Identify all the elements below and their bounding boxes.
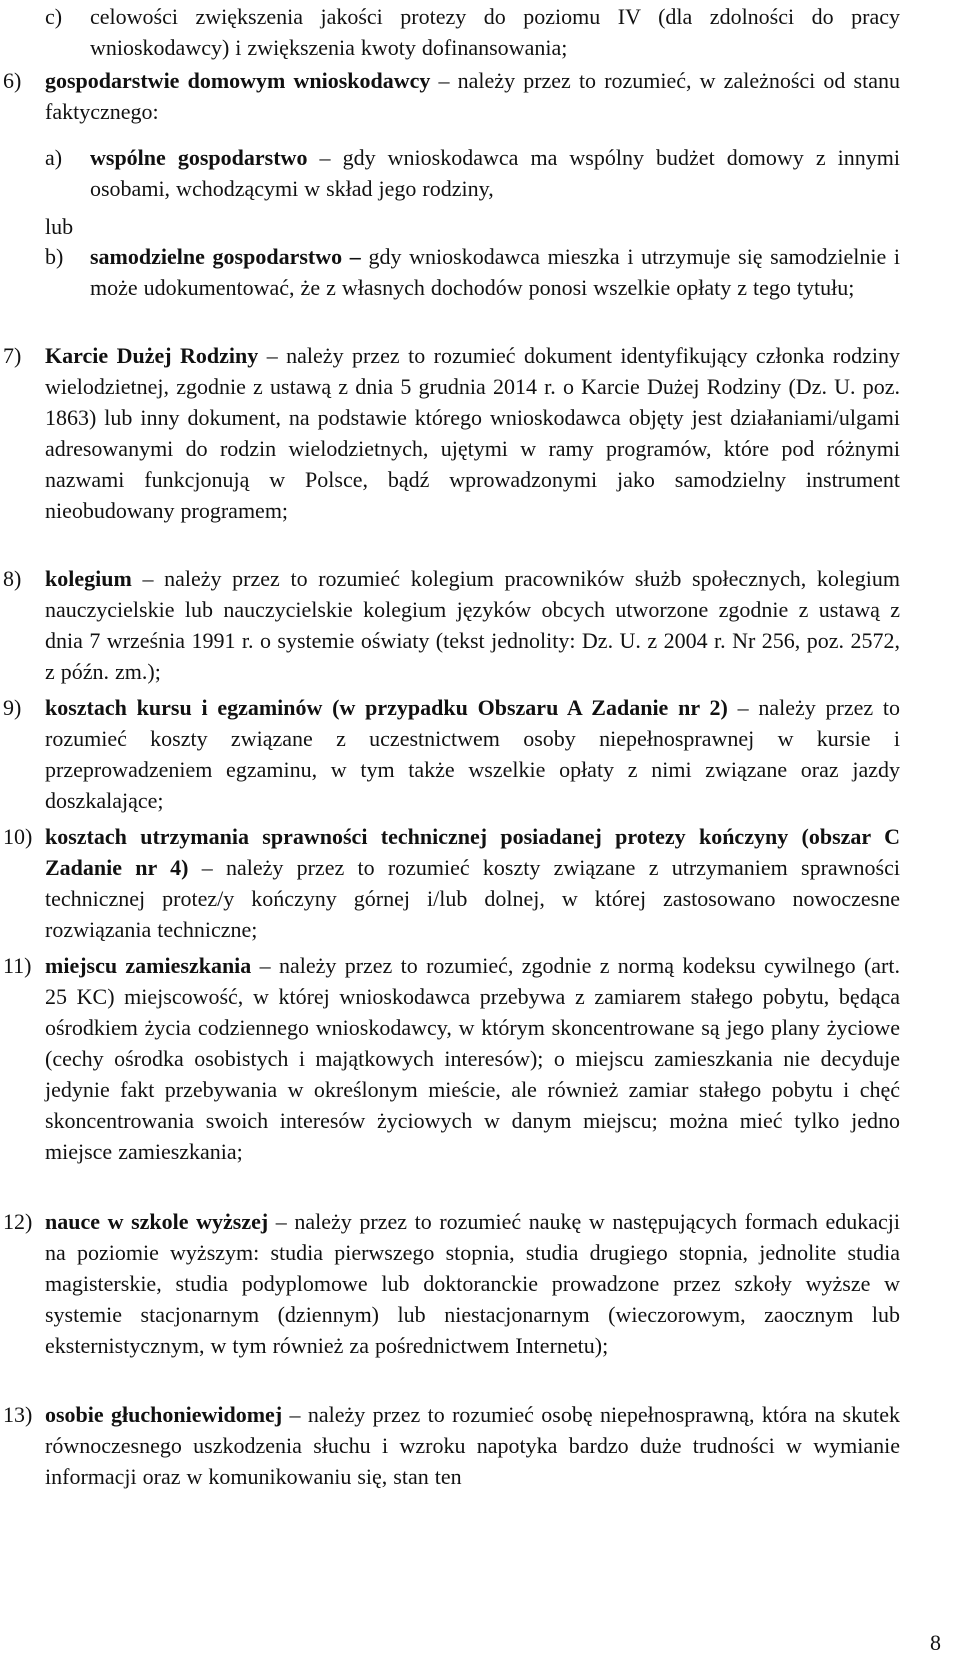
page-number: 8 — [930, 1630, 941, 1655]
item-term: kolegium — [45, 566, 132, 591]
item-term: nauce w szkole wyższej — [45, 1209, 269, 1234]
item-definition: – należy przez to rozumieć, zgodnie z normą kodeksu cywilnego (art. 25 KC) miejscowość, w której wnioskodawca przebywa z zamiarem stałego pobytu, będąca ośrodkiem życia codziennego wnioskodawcy, w którym skoncentrowane są jego plany życiowe (cechy ośrodka osobistych i majątkowych interesów); o miejscu zamieszkania nie decyduje jedynie fakt przebywania w określonym mieście, ale również zamiar stałego pobytu i chęć skoncentrowania swoich interesów życiowych w danym miejscu; można mieć tylko jedno miejsce zamieszkania; — [45, 953, 900, 1164]
item-term: osobie głuchoniewidomej — [45, 1402, 283, 1427]
connector-text: lub — [45, 214, 74, 239]
item-text — [45, 692, 900, 816]
item-marker: 7) — [3, 343, 22, 368]
item-definition: – należy przez to rozumieć, w zależności od stanu faktycznego: — [45, 68, 900, 124]
item-text — [90, 241, 900, 303]
item-term: samodzielne gospodarstwo – — [90, 244, 361, 269]
item-marker: a) — [45, 145, 63, 170]
item-definition: – należy przez to rozumieć dokument identyfikujący członka rodziny wielodzietnej, zgodnie z ustawą z dnia 5 grudnia 2014 r. o Karcie Dużej Rodziny (Dz. U. poz. 1863) lub inny dokument, na podstawie którego wnioskodawca objęty jest działaniami/ulgami adresowanymi do rodzin wielodzietnych, ujętymi w ramy programów, które pod różnymi nazwami funkcjonują w Polsce, bądź wprowadzonymi jako samodzielny instrument nieobudowany programem; — [45, 343, 900, 523]
item-definition: – należy przez to rozumieć koszty związane z utrzymaniem sprawności technicznej protez/y kończyny górnej i/lub dolnej, w której zastosowano nowoczesne rozwiązania techniczne; — [45, 855, 900, 942]
item-marker: 9) — [3, 695, 22, 720]
item-text — [45, 340, 900, 526]
item-text — [45, 563, 900, 687]
item-term: miejscu zamieszkania — [45, 953, 252, 978]
item-text: celowości zwiększenia jakości protezy do poziomu IV (dla zdolności do pracy wnioskodawcy) i zwiększenia kwoty dofinansowania; — [90, 4, 900, 60]
item-text — [45, 65, 900, 127]
item-definition: – należy przez to rozumieć naukę w następujących formach edukacji na poziomie wyższym: studia pierwszego stopnia, studia drugiego stopnia, jednolite studia magisterskie, studia podyplomowe lub doktoranckie prowadzone przez szkoły wyższe w systemie stacjonarnym (dziennym) lub niestacjonarnym (wieczorowym, zaocznym lub eksternistycznym, w tym również za pośrednictwem Internetu); — [45, 1209, 900, 1358]
item-marker: 8) — [3, 566, 22, 591]
item-marker: 13) — [3, 1402, 33, 1427]
item-marker: 12) — [3, 1209, 33, 1234]
item-definition: gdy wnioskodawca mieszka i utrzymuje się samodzielnie i może udokumentować, że z własnych dochodów ponosi wszelkie opłaty z tego tytułu; — [90, 244, 900, 300]
item-term: kosztach kursu i egzaminów (w przypadku Obszaru A Zadanie nr 2) — [45, 695, 728, 720]
item-text — [90, 142, 900, 204]
item-marker: c) — [45, 4, 63, 29]
item-term: Karcie Dużej Rodziny — [45, 343, 259, 368]
item-definition: – należy przez to rozumieć kolegium pracowników służb społecznych, kolegium nauczycielskie lub nauczycielskie kolegium języków obcych utworzone zgodnie z ustawą z dnia 7 września 1991 r. o systemie oświaty (tekst jednolity: Dz. U. z 2004 r. Nr 256, poz. 2572, z późn. zm.); — [45, 566, 900, 684]
item-term: gospodarstwie domowym wnioskodawcy — [45, 68, 431, 93]
item-text — [45, 1206, 900, 1361]
item-marker: 10) — [3, 824, 33, 849]
item-term: kosztach utrzymania sprawności technicznej posiadanej protezy kończyny (obszar C Zadanie nr 4) — [45, 824, 900, 880]
item-text — [45, 950, 900, 1167]
item-text — [45, 821, 900, 945]
item-term: wspólne gospodarstwo — [90, 145, 308, 170]
item-definition: – gdy wnioskodawca ma wspólny budżet domowy z innymi osobami, wchodzącymi w skład jego rodziny, — [90, 145, 900, 201]
item-definition: – należy przez to rozumieć osobę niepełnosprawną, która na skutek równoczesnego uszkodzenia słuchu i wzroku napotyka bardzo duże trudności w wymianie informacji oraz w komunikowaniu się, stan ten — [45, 1402, 900, 1489]
item-marker: b) — [45, 244, 64, 269]
item-definition: – należy przez to rozumieć koszty związane z uczestnictwem osoby niepełnosprawnej w kursie i przeprowadzeniem egzaminu, w tym także wszelkie opłaty z nimi związane oraz jazdy doszkalające; — [45, 695, 900, 813]
item-marker: 6) — [3, 68, 22, 93]
item-text — [45, 1399, 900, 1492]
item-marker: 11) — [3, 953, 32, 978]
